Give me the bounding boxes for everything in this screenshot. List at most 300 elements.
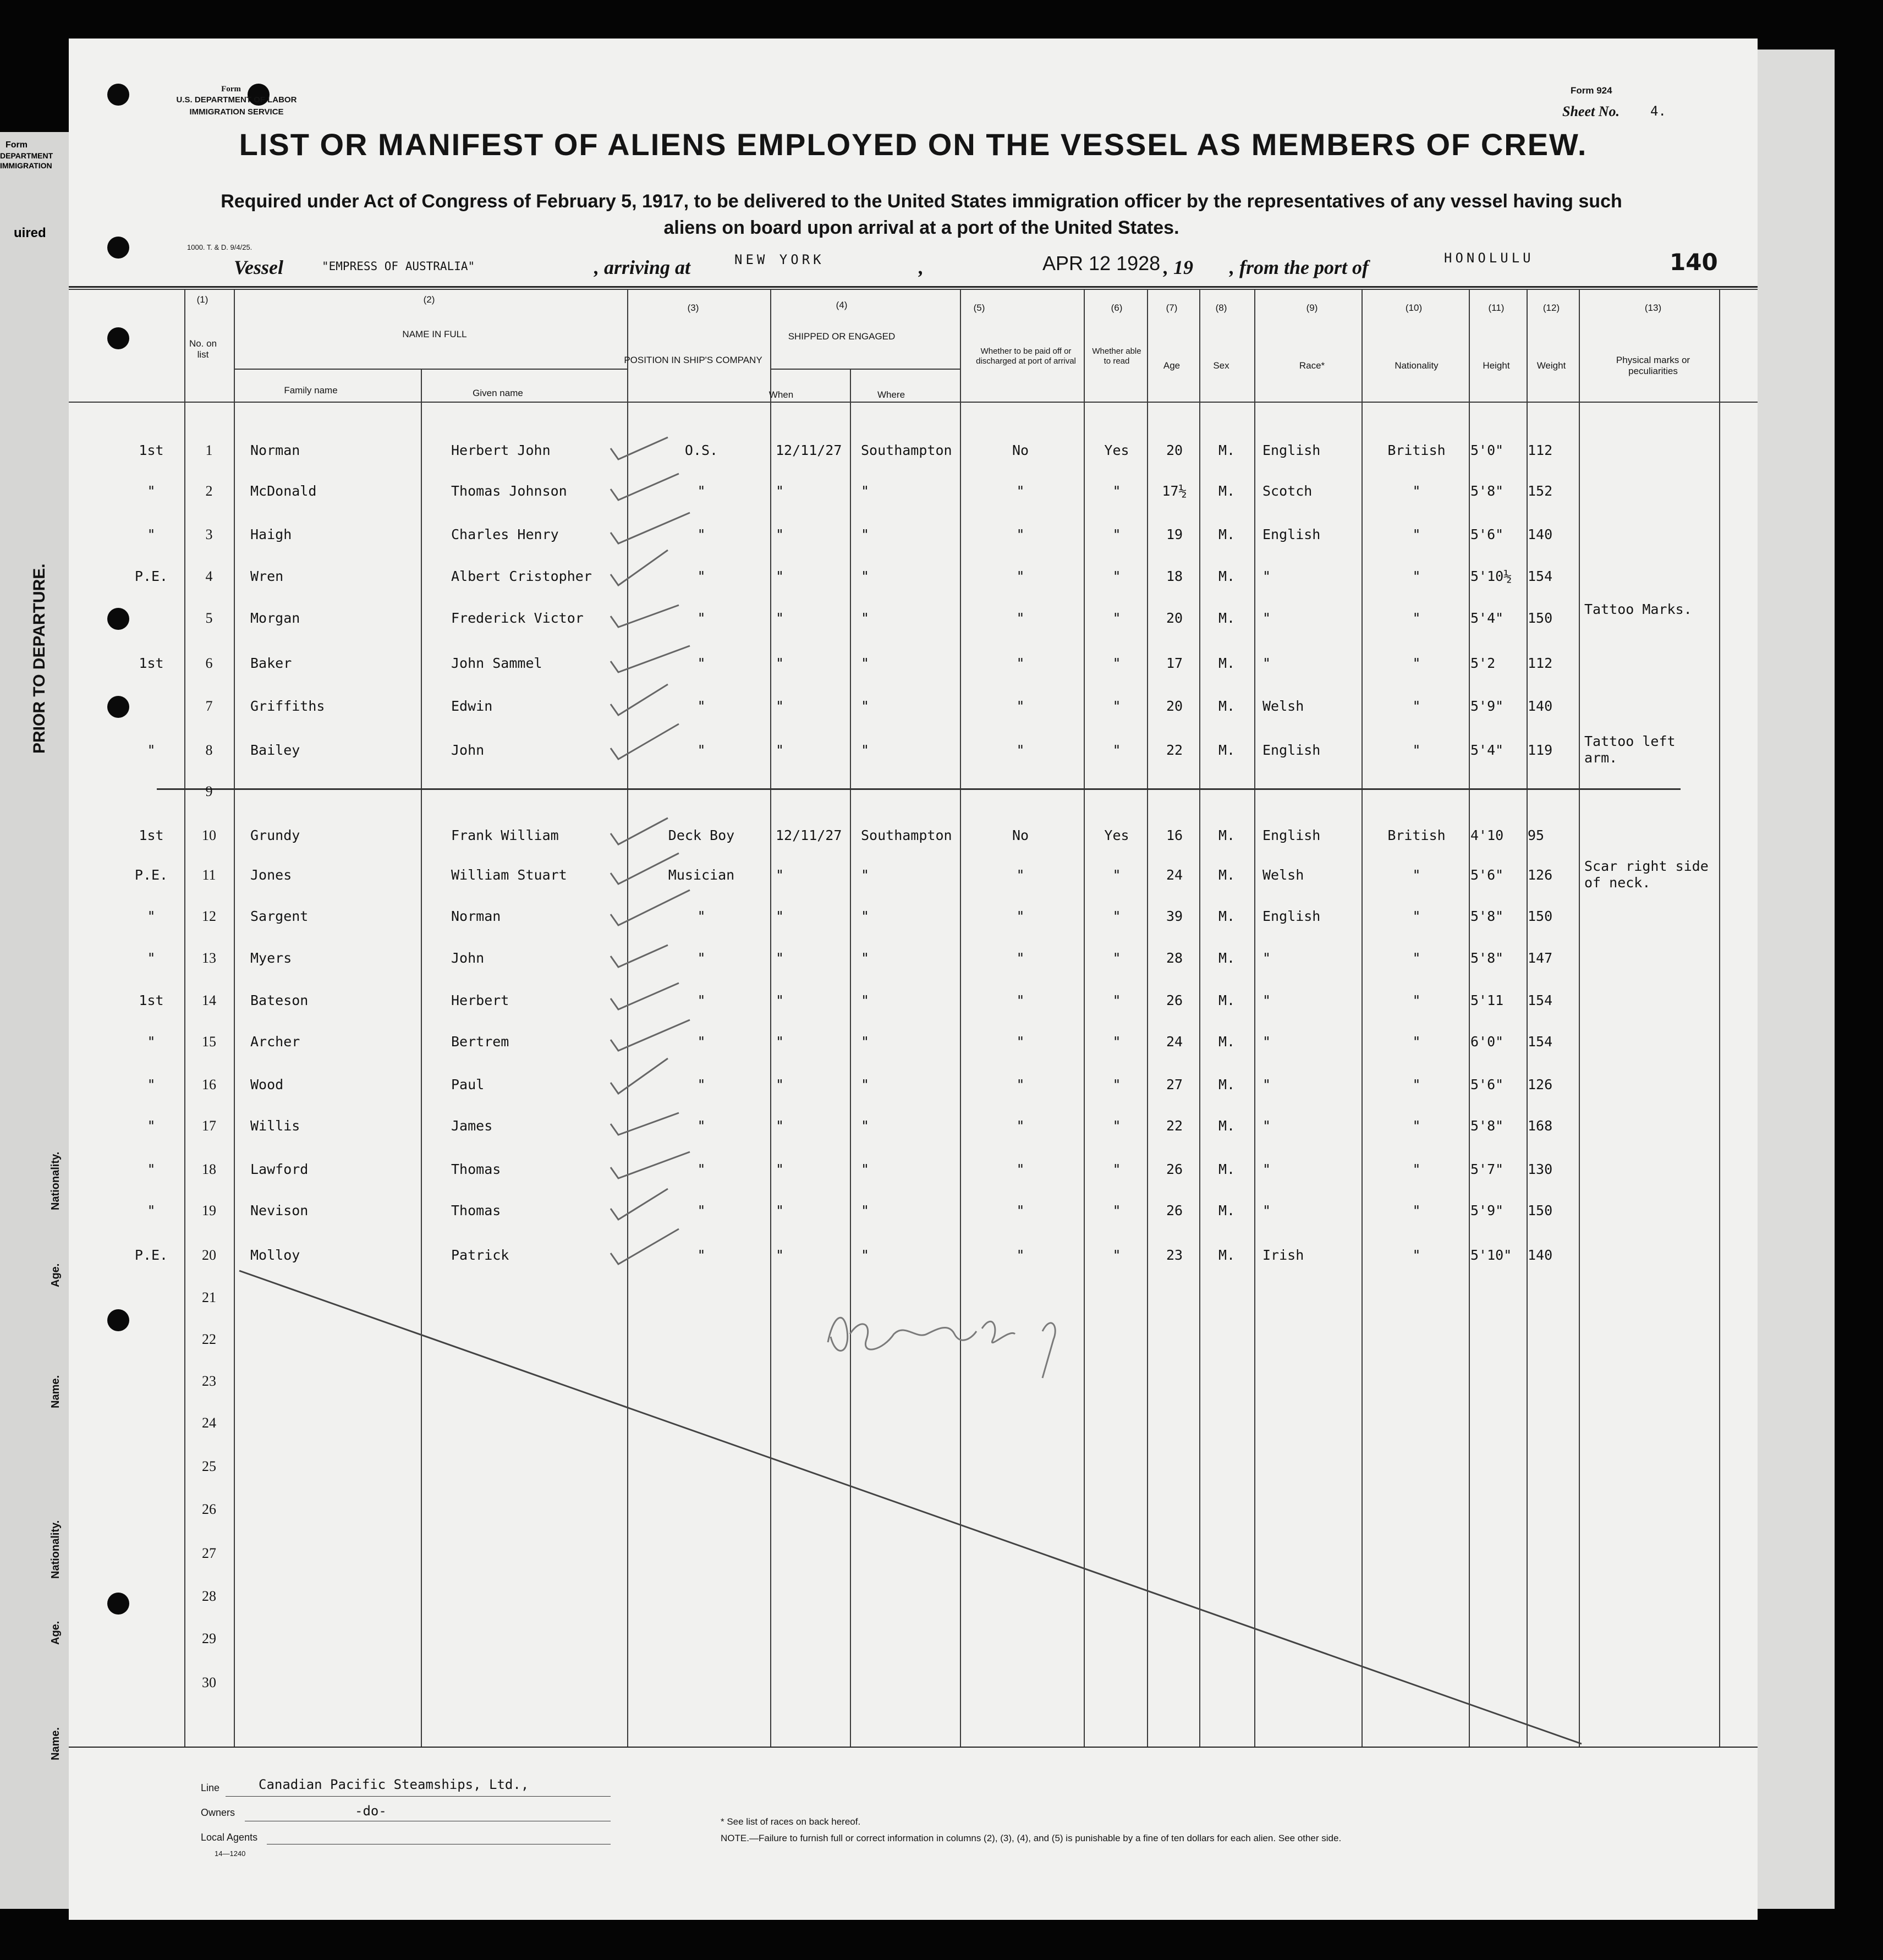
height-cell: 5'2	[1470, 655, 1496, 671]
shipped-where-cell: "	[861, 526, 870, 542]
age-cell: 39	[1166, 908, 1183, 924]
shipped-where-cell: "	[861, 950, 870, 966]
row-class-cell: 1st	[139, 992, 164, 1008]
height-cell: 5'9"	[1470, 1203, 1504, 1218]
blank-row-number: 29	[202, 1630, 216, 1646]
height-cell: 5'4"	[1470, 610, 1504, 626]
row-class-cell: "	[147, 950, 156, 966]
blank-row-number: 22	[202, 1331, 216, 1347]
left-margin-form: Form	[6, 140, 28, 150]
shipped-where-cell: Southampton	[861, 442, 952, 458]
position-cell: "	[697, 655, 706, 671]
row-class-cell: "	[147, 483, 156, 499]
nationality-cell: "	[1412, 1034, 1421, 1050]
position-cell: "	[697, 1247, 706, 1263]
blank-row-number: 23	[202, 1373, 216, 1389]
shipped-where-cell: "	[861, 742, 870, 758]
from-port-label: , from the port of	[1229, 256, 1369, 278]
side-age-label-2: Age.	[50, 1621, 62, 1645]
race-cell: "	[1262, 610, 1271, 626]
shipped-where-cell: "	[861, 1161, 870, 1177]
physical-marks-cell: Tattoo Marks.	[1584, 601, 1692, 617]
weight-cell: 126	[1528, 1077, 1553, 1092]
check-mark	[611, 983, 679, 1009]
given-name-cell: James	[451, 1118, 493, 1134]
check-mark	[611, 1058, 668, 1094]
given-name-cell: Thomas	[451, 1161, 501, 1177]
shipped-when-cell: 12/11/27	[776, 442, 842, 458]
row-number: 1	[205, 442, 213, 458]
family-name-cell: Myers	[250, 950, 292, 966]
shipped-when-cell: "	[776, 950, 784, 966]
nationality-cell: "	[1412, 526, 1421, 542]
paid-off-cell: "	[1016, 610, 1025, 626]
given-name-cell: Thomas	[451, 1203, 501, 1218]
row-number: 18	[202, 1161, 216, 1177]
shipped-when-cell: "	[776, 610, 784, 626]
sex-cell: M.	[1218, 827, 1236, 843]
check-mark	[611, 513, 690, 543]
check-mark	[611, 1189, 668, 1220]
age-cell: 24	[1166, 867, 1183, 883]
family-name-cell: Morgan	[250, 610, 300, 626]
side-name-label-2: Name.	[50, 1727, 62, 1760]
position-cell: "	[697, 698, 706, 714]
nationality-cell: "	[1412, 698, 1421, 714]
row-class-cell: P.E.	[134, 867, 168, 883]
weight-cell: 140	[1528, 526, 1553, 542]
manifest-sheet	[69, 39, 1758, 1920]
row-number: 13	[202, 950, 216, 966]
position-cell: "	[697, 1161, 706, 1177]
nationality-cell: "	[1412, 742, 1421, 758]
col6-number: (6)	[1111, 303, 1123, 313]
age-cell: 26	[1166, 1161, 1183, 1177]
blank-row-number: 25	[202, 1458, 216, 1474]
physical-marks-cell: Tattoo left arm.	[1584, 733, 1676, 766]
family-name-cell: Jones	[250, 867, 292, 883]
row-class-cell: 1st	[139, 827, 164, 843]
position-cell: "	[697, 526, 706, 542]
row-number: 16	[202, 1077, 216, 1092]
family-name-cell: Haigh	[250, 526, 292, 542]
sex-cell: M.	[1218, 1034, 1236, 1050]
col2-heading: NAME IN FULL	[402, 329, 467, 339]
row-class-cell: 1st	[139, 442, 164, 458]
blank-row-number: 21	[202, 1289, 216, 1305]
penalty-note: NOTE.—Failure to furnish full or correct information in columns (2), (3), (4), and (5) is punishable by a fine of ten dollars for each alien. See other side.	[721, 1833, 1342, 1843]
height-cell: 5'8"	[1470, 1118, 1504, 1134]
blank-row-number: 30	[202, 1674, 216, 1690]
shipped-where-cell: "	[861, 867, 870, 883]
race-cell: Scotch	[1262, 483, 1313, 499]
sex-cell: M.	[1218, 610, 1236, 626]
row-class-cell: "	[147, 742, 156, 758]
height-cell: 5'8"	[1470, 483, 1504, 499]
col4-when-heading: When	[768, 389, 794, 400]
col12-number: (12)	[1542, 303, 1560, 313]
age-cell: 16	[1166, 827, 1183, 843]
col8-number: (8)	[1215, 303, 1227, 313]
position-cell: "	[697, 950, 706, 966]
sex-cell: M.	[1218, 908, 1236, 924]
shipped-when-cell: "	[776, 1077, 784, 1092]
sex-cell: M.	[1218, 655, 1236, 671]
weight-cell: 150	[1528, 610, 1553, 626]
nationality-cell: "	[1412, 1077, 1421, 1092]
given-name-cell: Bertrem	[451, 1034, 509, 1050]
able-to-read-cell: "	[1112, 1034, 1121, 1050]
comma-separator: ,	[919, 256, 924, 278]
weight-cell: 154	[1528, 568, 1553, 584]
col5-heading: Whether to be paid off or discharged at port of arrival	[976, 347, 1076, 366]
weight-cell: 112	[1528, 655, 1553, 671]
check-mark	[611, 646, 690, 672]
able-to-read-cell: "	[1112, 867, 1121, 883]
shipped-where-cell: "	[861, 655, 870, 671]
line-value: Canadian Pacific Steamships, Ltd.,	[259, 1777, 529, 1792]
race-cell: "	[1262, 1161, 1271, 1177]
owners-value: -do-	[355, 1803, 387, 1819]
nationality-cell: "	[1412, 1161, 1421, 1177]
given-name-cell: Thomas Johnson	[451, 483, 567, 499]
form-label: Form	[221, 85, 241, 94]
row-number: 6	[205, 655, 213, 671]
able-to-read-cell: "	[1112, 1161, 1121, 1177]
col13-heading: Physical marks or peculiarities	[1616, 355, 1690, 376]
shipped-where-cell: "	[861, 610, 870, 626]
col4-number: (4)	[836, 300, 848, 310]
family-name-cell: Norman	[250, 442, 300, 458]
weight-cell: 95	[1528, 827, 1545, 843]
row-class-cell: "	[147, 1118, 156, 1134]
row-number: 19	[202, 1203, 216, 1218]
age-cell: 20	[1166, 698, 1183, 714]
paid-off-cell: "	[1016, 1118, 1025, 1134]
family-name-cell: Wood	[250, 1077, 284, 1092]
shipped-where-cell: "	[861, 908, 870, 924]
race-cell: English	[1262, 908, 1321, 924]
race-cell: "	[1262, 992, 1271, 1008]
race-cell: Welsh	[1262, 867, 1304, 883]
prior-to-departure-label: PRIOR TO DEPARTURE.	[30, 563, 48, 754]
shipped-where-cell: "	[861, 1118, 870, 1134]
position-cell: "	[697, 483, 706, 499]
shipped-when-cell: "	[776, 483, 784, 499]
nationality-cell: British	[1387, 827, 1446, 843]
blank-row-number: 27	[202, 1545, 216, 1561]
arriving-label: , arriving at	[594, 256, 691, 278]
sex-cell: M.	[1218, 1161, 1236, 1177]
given-name-cell: Frank William	[451, 827, 559, 843]
manifest-title: LIST OR MANIFEST OF ALIENS EMPLOYED ON THE VESSEL AS MEMBERS OF CREW.	[239, 127, 1588, 162]
race-cell: English	[1262, 526, 1321, 542]
col5-number: (5)	[973, 303, 985, 313]
sex-cell: M.	[1218, 1247, 1236, 1263]
check-mark	[611, 853, 679, 884]
position-cell: "	[697, 568, 706, 584]
blank-row-number: 28	[202, 1588, 216, 1604]
form-code: 14—1240	[215, 1849, 246, 1858]
check-mark	[611, 1152, 690, 1178]
able-to-read-cell: "	[1112, 908, 1121, 924]
nationality-cell: "	[1412, 992, 1421, 1008]
paid-off-cell: "	[1016, 1077, 1025, 1092]
col11-heading: Height	[1483, 360, 1510, 371]
given-name-cell: Norman	[451, 908, 501, 924]
arrival-date-stamp: APR 12 1928	[1042, 252, 1161, 274]
race-cell: English	[1262, 742, 1321, 758]
family-name-cell: Bateson	[250, 992, 309, 1008]
col3-heading: POSITION IN SHIP'S COMPANY	[624, 355, 762, 365]
family-name-cell: Wren	[250, 568, 284, 584]
paid-off-cell: No	[1012, 827, 1029, 843]
shipped-where-cell: Southampton	[861, 827, 952, 843]
able-to-read-cell: "	[1112, 698, 1121, 714]
nationality-cell: "	[1412, 1203, 1421, 1218]
shipped-when-cell: "	[776, 526, 784, 542]
row-class-cell: "	[147, 526, 156, 542]
given-name-cell: Patrick	[451, 1247, 509, 1263]
row-number: 12	[202, 908, 216, 924]
nationality-cell: "	[1412, 908, 1421, 924]
weight-cell: 150	[1528, 1203, 1553, 1218]
able-to-read-cell: "	[1112, 1203, 1121, 1218]
manifest-subtitle-line1: Required under Act of Congress of February 5, 1917, to be delivered to the United States immigration officer by the representatives of any vessel having such	[221, 191, 1622, 212]
age-cell: 28	[1166, 950, 1183, 966]
row-number: 3	[205, 526, 213, 542]
race-cell: "	[1262, 950, 1271, 966]
age-cell: 27	[1166, 1077, 1183, 1092]
sheet-number-label: Sheet No.	[1562, 103, 1620, 119]
annotations-overlay	[69, 39, 1758, 1920]
row-number: 17	[202, 1118, 216, 1134]
age-cell: 26	[1166, 992, 1183, 1008]
check-mark	[611, 684, 668, 715]
row-class-cell: "	[147, 1161, 156, 1177]
col3-number: (3)	[687, 303, 699, 313]
family-name-cell: Archer	[250, 1034, 300, 1050]
height-cell: 5'9"	[1470, 698, 1504, 714]
position-cell: "	[697, 1203, 706, 1218]
paid-off-cell: "	[1016, 742, 1025, 758]
year-label: , 19	[1163, 256, 1193, 278]
shipped-when-cell: "	[776, 655, 784, 671]
weight-cell: 147	[1528, 950, 1553, 966]
col4-where-heading: Where	[877, 389, 905, 400]
row-number: 7	[205, 698, 213, 714]
local-agents-label: Local Agents	[201, 1832, 258, 1843]
paid-off-cell: No	[1012, 442, 1029, 458]
height-cell: 5'8"	[1470, 950, 1504, 966]
col9-number: (9)	[1306, 303, 1318, 313]
given-name-cell: Herbert John	[451, 442, 551, 458]
shipped-when-cell: "	[776, 992, 784, 1008]
table-bottom-border	[69, 1747, 1758, 1748]
position-cell: Deck Boy	[668, 827, 735, 843]
blank-row-number: 24	[202, 1415, 216, 1431]
check-mark	[611, 818, 668, 844]
position-cell: "	[697, 1034, 706, 1050]
shipped-when-cell: "	[776, 1118, 784, 1134]
col12-heading: Weight	[1536, 360, 1566, 371]
able-to-read-cell: "	[1112, 992, 1121, 1008]
col4-heading: SHIPPED OR ENGAGED	[788, 331, 896, 342]
row-number: 5	[205, 610, 213, 626]
age-cell: 23	[1166, 1247, 1183, 1263]
sex-cell: M.	[1218, 867, 1236, 883]
paid-off-cell: "	[1016, 483, 1025, 499]
col10-heading: Nationality	[1395, 360, 1439, 371]
weight-cell: 130	[1528, 1161, 1553, 1177]
sex-cell: M.	[1218, 568, 1236, 584]
able-to-read-cell: "	[1112, 483, 1121, 499]
able-to-read-cell: "	[1112, 610, 1121, 626]
given-name-cell: Charles Henry	[451, 526, 559, 542]
age-cell: 26	[1166, 1203, 1183, 1218]
col6-heading: Whether able to read	[1092, 347, 1141, 366]
check-mark	[611, 474, 679, 500]
arriving-port: NEW YORK	[734, 252, 825, 267]
race-cell: "	[1262, 655, 1271, 671]
line-underline	[226, 1796, 611, 1797]
row-number: 15	[202, 1034, 216, 1050]
age-cell: 22	[1166, 742, 1183, 758]
height-cell: 5'6"	[1470, 867, 1504, 883]
row-class-cell: "	[147, 1034, 156, 1050]
physical-marks-cell: Scar right side of neck.	[1584, 858, 1709, 891]
left-margin-department: DEPARTMENT	[0, 151, 53, 160]
paid-off-cell: "	[1016, 526, 1025, 542]
row-number: 14	[202, 992, 216, 1008]
shipped-when-cell: "	[776, 1247, 784, 1263]
sex-cell: M.	[1218, 1118, 1236, 1134]
vessel-label: Vessel	[234, 256, 283, 278]
check-mark	[611, 550, 668, 585]
height-cell: 5'7"	[1470, 1161, 1504, 1177]
side-age-label-1: Age.	[50, 1263, 62, 1287]
race-cell: English	[1262, 442, 1321, 458]
age-cell: 17	[1166, 655, 1183, 671]
position-cell: "	[697, 992, 706, 1008]
check-mark	[611, 890, 690, 925]
sex-cell: M.	[1218, 992, 1236, 1008]
paid-off-cell: "	[1016, 867, 1025, 883]
shipped-when-cell: "	[776, 1203, 784, 1218]
row-class-cell: 1st	[139, 655, 164, 671]
col7-number: (7)	[1166, 303, 1178, 313]
paid-off-cell: "	[1016, 950, 1025, 966]
paid-off-cell: "	[1016, 1034, 1025, 1050]
shipped-when-cell: "	[776, 908, 784, 924]
able-to-read-cell: "	[1112, 1118, 1121, 1134]
col8-heading: Sex	[1213, 360, 1229, 371]
td-reference: 1000. T. & D. 9/4/25.	[187, 243, 252, 251]
races-note: * See list of races on back hereof.	[721, 1816, 861, 1827]
nationality-cell: "	[1412, 1118, 1421, 1134]
check-mark	[611, 605, 679, 627]
given-name-cell: Frederick Victor	[451, 610, 584, 626]
row-class-cell: P.E.	[134, 568, 168, 584]
weight-cell: 152	[1528, 483, 1553, 499]
left-margin-uired: uired	[14, 226, 46, 240]
row-class-cell: "	[147, 908, 156, 924]
sex-cell: M.	[1218, 483, 1236, 499]
given-name-cell: John	[451, 742, 485, 758]
family-name-cell: Baker	[250, 655, 292, 671]
age-cell: 17½	[1162, 483, 1187, 499]
family-name-cell: McDonald	[250, 483, 317, 499]
side-name-label-1: Name.	[50, 1375, 62, 1408]
race-cell: "	[1262, 1118, 1271, 1134]
check-mark	[611, 724, 679, 759]
shipped-when-cell: "	[776, 742, 784, 758]
shipped-when-cell: "	[776, 867, 784, 883]
department-label: U.S. DEPARTMENT OF LABOR	[176, 95, 297, 105]
height-cell: 5'0"	[1470, 442, 1504, 458]
position-cell: "	[697, 1118, 706, 1134]
position-cell: "	[697, 1077, 706, 1092]
row-class-cell: "	[147, 1077, 156, 1092]
position-cell: "	[697, 610, 706, 626]
shipped-where-cell: "	[861, 1203, 870, 1218]
race-cell: "	[1262, 568, 1271, 584]
height-cell: 5'8"	[1470, 908, 1504, 924]
paid-off-cell: "	[1016, 1247, 1025, 1263]
shipped-where-cell: "	[861, 698, 870, 714]
position-cell: "	[697, 742, 706, 758]
nationality-cell: British	[1387, 442, 1446, 458]
row-number: 2	[205, 483, 213, 499]
weight-cell: 150	[1528, 908, 1553, 924]
paid-off-cell: "	[1016, 655, 1025, 671]
able-to-read-cell: "	[1112, 526, 1121, 542]
given-name-cell: Edwin	[451, 698, 493, 714]
position-cell: "	[697, 908, 706, 924]
able-to-read-cell: "	[1112, 742, 1121, 758]
col10-number: (10)	[1405, 303, 1423, 313]
owners-label: Owners	[201, 1807, 235, 1818]
service-label: IMMIGRATION SERVICE	[189, 107, 284, 117]
row-class-cell: P.E.	[134, 1247, 168, 1263]
able-to-read-cell: Yes	[1104, 442, 1129, 458]
paid-off-cell: "	[1016, 698, 1025, 714]
from-port-value: HONOLULU	[1444, 250, 1534, 266]
weight-cell: 168	[1528, 1118, 1553, 1134]
inspector-signature-text	[833, 1309, 1019, 1346]
col13-number: (13)	[1644, 303, 1662, 313]
paid-off-cell: "	[1016, 1203, 1025, 1218]
row-number: 9	[205, 783, 213, 799]
nationality-cell: "	[1412, 950, 1421, 966]
check-mark	[611, 1229, 679, 1264]
check-mark	[611, 1020, 690, 1051]
form-number-right: Form 924	[1571, 85, 1612, 96]
col7-heading: Age	[1163, 360, 1181, 371]
sex-cell: M.	[1218, 698, 1236, 714]
col2-number: (2)	[423, 294, 435, 305]
shipped-when-cell: "	[776, 1034, 784, 1050]
height-cell: 5'4"	[1470, 742, 1504, 758]
side-nationality-label-1: Nationality.	[50, 1151, 62, 1210]
weight-cell: 126	[1528, 867, 1553, 883]
shipped-where-cell: "	[861, 1247, 870, 1263]
weight-cell: 112	[1528, 442, 1553, 458]
able-to-read-cell: "	[1112, 1077, 1121, 1092]
family-name-cell: Nevison	[250, 1203, 309, 1218]
age-cell: 20	[1166, 442, 1183, 458]
given-name-cell: John	[451, 950, 485, 966]
